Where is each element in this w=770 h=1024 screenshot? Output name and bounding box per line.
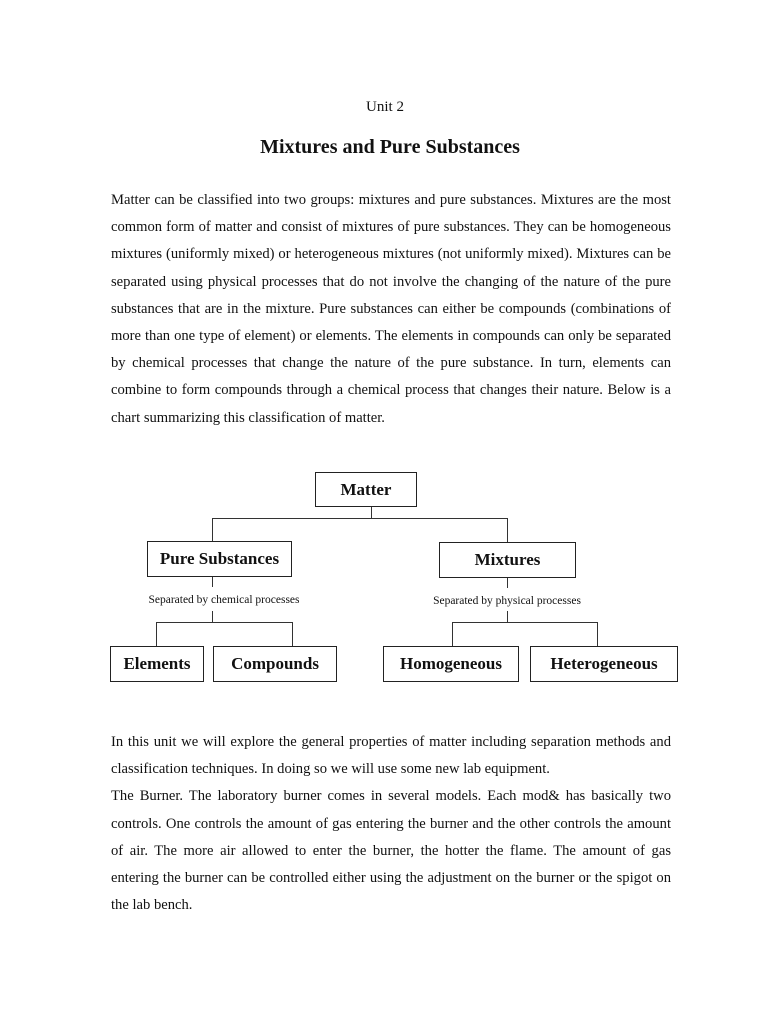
connector-line bbox=[507, 578, 508, 588]
connector-line bbox=[156, 622, 157, 646]
closing-section bbox=[111, 729, 671, 919]
homogeneous-box: Homogeneous bbox=[383, 646, 519, 682]
connector-line bbox=[292, 622, 293, 646]
physical-separation-label: Separated by physical processes bbox=[433, 595, 581, 607]
page-title: Mixtures and Pure Substances bbox=[260, 136, 520, 158]
connector-line bbox=[452, 622, 453, 646]
closing-paragraph-1: In this unit we will explore the general properties of matter including separation methods and classification techniques. In doing so we will use some new lab equipment. bbox=[111, 734, 671, 778]
connector-line bbox=[507, 518, 508, 542]
connector-line bbox=[597, 622, 598, 646]
heterogeneous-box: Heterogeneous bbox=[530, 646, 678, 682]
pure-substances-box: Pure Substances bbox=[147, 541, 292, 577]
closing-paragraph-2: The Burner. The laboratory burner comes in several models. Each mod& has basically two controls. One controls the amount of gas entering the burner and the other controls the amount of air. The more air allowed to enter the burner, the hotter the flame. The amount of gas entering the burner can be controlled either using the adjustment on the burner or the spigot on the lab bench. bbox=[111, 788, 671, 914]
intro-paragraph: Matter can be classified into two groups: mixtures and pure substances. Mixtures are the most common form of matter and consist of mixtures of pure substances. They can be homogeneous mixtures (uniformly mixed) or heterogeneous mixtures (not uniformly mixed). Mixtures can be separated using physical processes that do not involve the changing of the nature of the pure substances that are in the mixture. Pure substances can either be compounds (combinations of more than one type of element) or elements. The elements in compounds can only be separated by chemical processes that change the nature of the pure substance. In turn, elements can combine to form compounds through a chemical process that changes their nature. Below is a chart summarizing this classification of matter. bbox=[111, 192, 671, 426]
connector-line bbox=[156, 622, 293, 623]
connector-line bbox=[212, 518, 508, 519]
compounds-box: Compounds bbox=[213, 646, 337, 682]
connector-line bbox=[452, 622, 598, 623]
connector-line bbox=[212, 577, 213, 587]
matter-box: Matter bbox=[315, 472, 417, 507]
chemical-separation-label: Separated by chemical processes bbox=[148, 594, 300, 606]
elements-box: Elements bbox=[110, 646, 204, 682]
connector-line bbox=[212, 518, 213, 541]
unit-label: Unit 2 bbox=[366, 99, 404, 115]
mixtures-box: Mixtures bbox=[439, 542, 576, 578]
